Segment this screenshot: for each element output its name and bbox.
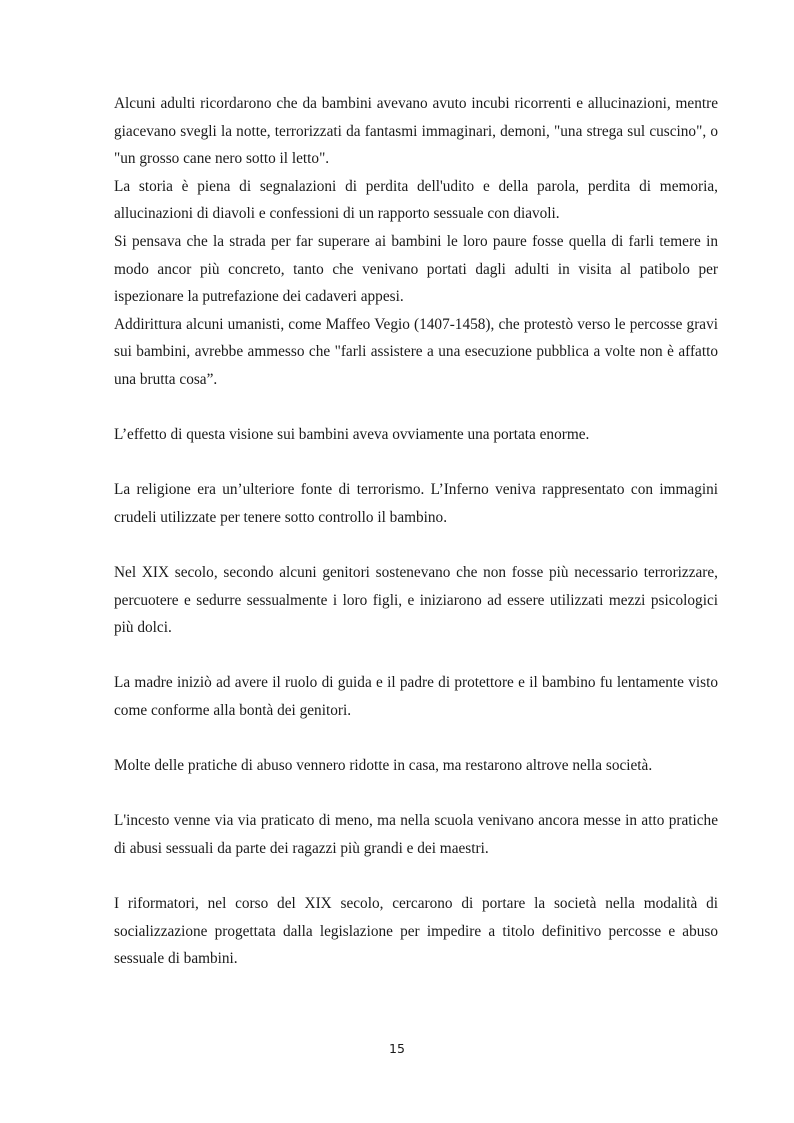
- paragraph: I riformatori, nel corso del XIX secolo, cercarono di portare la società nella modalità di socializzazione progettata dalla legislazione per impedire a titolo definitivo percosse e abuso sessuale di bambini.: [114, 895, 718, 968]
- paragraph: La storia è piena di segnalazioni di perdita dell'udito e della parola, perdita di memoria, allucinazioni di diavoli e confessioni di un rapporto sessuale con diavoli.: [114, 177, 718, 223]
- paragraph: La religione era un’ulteriore fonte di terrorismo. L’Inferno veniva rappresentato con immagini crudeli utilizzate per tenere sotto controllo il bambino.: [114, 481, 718, 526]
- paragraph: Nel XIX secolo, secondo alcuni genitori sostenevano che non fosse più necessario terrorizzare, percuotere e sedurre sessualmente i loro figli, e iniziarono ad essere utilizzati mezzi psicologici più dolci.: [114, 564, 718, 637]
- paragraph: Alcuni adulti ricordarono che da bambini avevano avuto incubi ricorrenti e allucinazioni, mentre giacevano svegli la notte, terrorizzati da fantasmi immaginari, demoni, "una strega sul cuscino", o "un grosso cane nero sotto il letto".: [114, 95, 718, 168]
- page-number: 15: [389, 1041, 405, 1056]
- paragraph: La madre iniziò ad avere il ruolo di guida e il padre di protettore e il bambino fu lentamente visto come conforme alla bontà dei genitori.: [114, 674, 718, 720]
- paragraph: Molte delle pratiche di abuso vennero ridotte in casa, ma restarono altrove nella società.: [114, 757, 653, 775]
- body-text: [114, 90, 718, 973]
- paragraph: L'incesto venne via via praticato di meno, ma nella scuola venivano ancora messe in atto pratiche di abusi sessuali da parte dei ragazzi più grandi e dei maestri.: [114, 812, 718, 858]
- paragraph: Si pensava che la strada per far superare ai bambini le loro paure fosse quella di farli temere in modo ancor più concreto, tanto che venivano portati dagli adulti in visita al patibolo per ispezionare la putrefazione dei cadaveri appesi.: [114, 232, 718, 306]
- paragraph: Addirittura alcuni umanisti, come Maffeo Vegio (1407-1458), che protestò verso le percosse gravi sui bambini, avrebbe ammesso che "farli assistere a una esecuzione pubblica a volte non è affatto una brutta cosa”.: [114, 315, 718, 388]
- paragraph: L’effetto di questa visione sui bambini aveva ovviamente una portata enorme.: [114, 426, 590, 444]
